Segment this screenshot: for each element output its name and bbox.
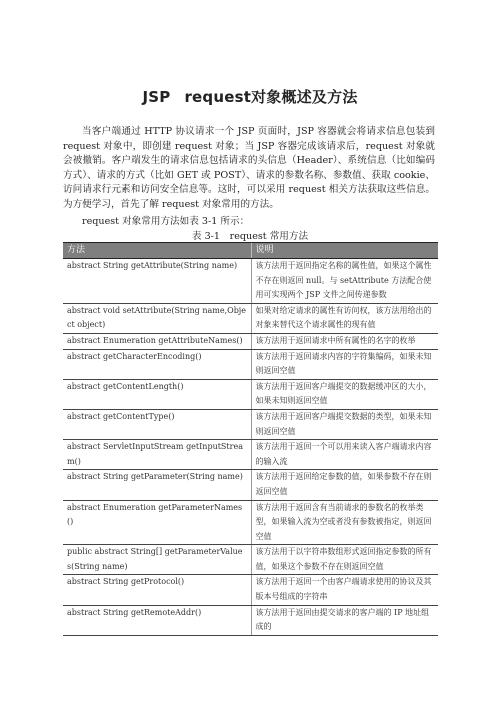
table-row (63, 379, 438, 409)
table-intro: request 对象常用方法如表 3-1 所示： (82, 216, 250, 227)
table-row (63, 440, 438, 470)
method-cell: abstract void setAttribute(String name,Object object) (63, 303, 251, 333)
description-cell: 该方法用于返回指定名称的属性值，如果这个属性不存在则返回 null。与 setAttribute 方法配合使用可实现两个 JSP 文件之间传递参数 (251, 259, 438, 304)
method-cell: abstract ServletInputStream getInputStream() (63, 440, 251, 470)
description-cell: 该方法用于返回给定参数的值，如果参数不存在则返回空值 (251, 470, 438, 500)
description-cell: 该方法用于返回客户端提交数据的类型，如果未知则返回空值 (251, 409, 438, 439)
header-description: 说明 (251, 243, 438, 259)
table-row (63, 303, 438, 333)
description-cell: 该方法用于返回含有当前请求的参数名的枚举类型，如果输入流为空或者没有参数被指定，则返回空值 (251, 500, 438, 545)
method-cell: abstract getContentLength() (63, 379, 251, 409)
method-cell: abstract String getProtocol() (63, 575, 251, 605)
description-cell: 该方法用于返回一个可以用来读入客户端请求内容的输入流 (251, 440, 438, 470)
table-row (63, 409, 438, 439)
table-row (63, 605, 438, 635)
method-cell: abstract Enumeration getAttributeNames() (63, 333, 251, 349)
description-cell: 该方法用于以字符串数组形式返回指定参数的所有值，如果这个参数不存在则返回空值 (251, 545, 438, 575)
method-cell: abstract getCharacterEncoding() (63, 349, 251, 379)
description-cell: 该方法用于返回客户端提交的数据缓冲区的大小，如果未知则返回空值 (251, 379, 438, 409)
description-cell: 该方法用于返回请求中所有属性的名字的枚举 (251, 333, 438, 349)
body-paragraph: 当客户端通过 HTTP 协议请求一个 JSP 页面时，JSP 容器就会将请求信息包装到 request 对象中，即创建 request 对象；当 JSP 容器完成该请求后，request 对象就会被撤销。客户端发生的请求信息包括请求的头信息（Header）、系统信息（比如编码方式）、请求的方式（比如 GET 或 POST）、请求的参数名称、参数值、获取 cookie、访问请求行元素和访问安全信息等。这时，可以采用 request 相关方法获取这些信息。为方便学习，首先了解 request 对象常用的方法。 (63, 126, 435, 210)
description-cell: 该方法用于返回一个由客户端请求使用的协议及其版本号组成的字符串 (251, 575, 438, 605)
description-cell: 该方法用于返回由提交请求的客户端的 IP 地址组成的 (251, 605, 438, 635)
method-cell: abstract String getAttribute(String name) (63, 259, 251, 304)
title-jsp: JSP (142, 88, 171, 106)
table-row (63, 259, 438, 304)
table-caption: 表 3-1 request 常用方法 (191, 231, 309, 242)
method-cell: abstract String getParameter(String name) (63, 470, 251, 500)
method-cell: abstract getContentType() (63, 409, 251, 439)
table-row (63, 470, 438, 500)
table-row (63, 545, 438, 575)
method-cell: public abstract String[] getParameterValues(String name) (63, 545, 251, 575)
method-cell: abstract String getRemoteAddr() (63, 605, 251, 635)
table-row (63, 349, 438, 379)
page-title (0, 86, 500, 107)
request-methods-table (63, 242, 438, 636)
table-row (63, 575, 438, 605)
table-header-row (63, 243, 438, 259)
description-cell: 该方法用于返回请求内容的字符集编码，如果未知则返回空值 (251, 349, 438, 379)
method-cell: abstract Enumeration getParameterNames() (63, 500, 251, 545)
table-row (63, 500, 438, 545)
title-main: request对象概述及方法 (184, 88, 358, 106)
description-cell: 如果对给定请求的属性有访问权，该方法用给出的对象来替代这个请求属性的现有值 (251, 303, 438, 333)
table-row (63, 333, 438, 349)
header-method: 方法 (63, 243, 251, 259)
